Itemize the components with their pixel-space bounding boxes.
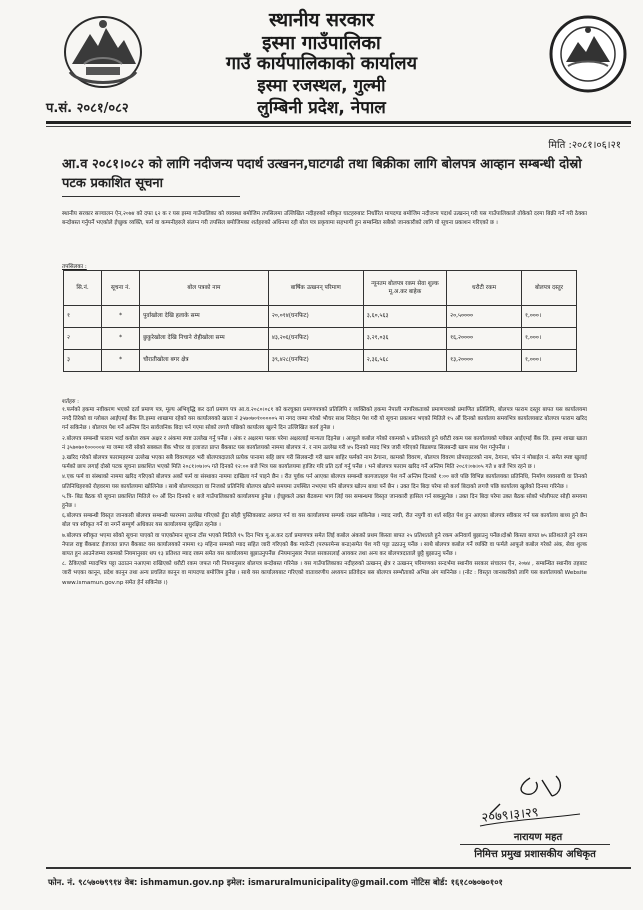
notice-title: आ.व २०८१।०८२ को लागि नदीजन्य पदार्थ उत्खनन,घाटगढी तथा बिक्रीका लागि बोलपत्र आव्हान सम्बन्धी दोस्रो पटक प्रकाशित सूचना (62, 157, 582, 191)
table-label: तपसिलका : (62, 264, 87, 270)
letterhead-line-2: इस्मा गाउँपालिका (262, 32, 381, 54)
cell-serial: १ (64, 306, 102, 328)
reference-number: प.सं. २०८१/०८२ (46, 101, 129, 116)
cell-serial: २ (64, 328, 102, 350)
svg-text:२०७९।३।२९: २०७९।३।२९ (480, 805, 540, 826)
letterhead-line-5: लुम्बिनी प्रदेश, नेपाल (257, 98, 386, 118)
footer-divider (46, 867, 631, 869)
term-item: २.बोलपत्र सम्बन्धी फाराम भर्दा कबोल रकम अक्षर र अंकमा स्पष्ट उल्लेख गर्नु पर्नेछ । अंक र अक्षरमा फरक परेमा अक्षरलाई मान्यता दिइनेछ । आफूले कबोल गरेको रकमको ५ प्रतिशतले हुने धरौटी रकम यस कार्यालयको ग्लोबल आईएमई बैंक लि. इस्मा शाखा खाता नं ३५७०७०१०००००४ मा जम्मा गरी सोको सक्कल बैंक भौचर वा इजाजत प्राप्त बैंकबाट यस कार्यालयको नाममा बोलपत्र नं. र नाम उल्लेख गरी ४५ दिनको म्याद भित्र जारी गरिएको बिडबण्ड सिलबन्दी खाम साथ पेश गर्नुपर्नेछ । (62, 435, 587, 451)
letterhead-line-1: स्थानीय सरकार (268, 9, 375, 31)
term-item: ७.बोलपत्र स्वीकृत भएमा सोको सूचना पाएको वा पाएकोमान सूचना टाँस भएको मितिले १५ दिन भित्र मू.अ.कर दर्ता प्रमाणपत्र समेत लिई कबोल अंकको प्रथम किस्ता बापत २५ प्रतिशतले हुने रकम अनिवार्य बुझाउनु पर्नेछ।दोश्रो किस्ता बापत ७५ प्रतिशतले हुने रकम नेपाल राष्ट्र बैंकबाट ईजाजत प्राप्त बैंकबाट यस कार्यालयको नाममा १३ महिना सम्मको म्याद सहित जारी गरिएको बैंक ग्यारेन्टी (परफरमेन्स बन्ड)समेत पेश गरी पट्टा उठाउनु पर्नेछ । साथै बोलपत्र कबोल गर्ने व्यक्ति वा फर्मले आफूले कबोल गरेको अंक, सेवा शुल्क बापत हुन आउनेजम्मा रकमको नियमानुसार थप १३ प्रतिशत म्याद रकम समेत यस कार्यालयमा बुझाउनुपर्नेछ ।नियमानुसार नेपाल सरकारलाई आयकर तथा अन्य कर बोलपत्रदाताले छुट्टै बुझाउनु पर्नेछ । (62, 532, 587, 558)
table-header-row (64, 271, 577, 306)
letterhead (0, 0, 643, 120)
header-fee: बोलपत्र दस्तुर (521, 271, 576, 306)
cell-fee: १,०००। (521, 328, 576, 350)
table-row (64, 350, 577, 372)
header-bid-name: बोल पत्रको नाम (140, 271, 269, 306)
terms-heading: शर्तहरु : (62, 399, 79, 405)
terms-list (62, 406, 587, 589)
cell-fee: १,०००। (521, 350, 576, 372)
header-notice-no: सूचना नं. (102, 271, 140, 306)
cell-bid-name: चौरातीखोला बगर क्षेत्र (140, 350, 269, 372)
header-quantity: बार्षिक उत्खनन् परिमाण (268, 271, 363, 306)
intro-paragraph: स्थानीय सरकार सञ्चालन ऐन,२०७४ को दफा ६२ क र यस इस्मा गाउँपालिका को व्यवस्था बमोजिम तपसिलमा उल्लिखित नदीहरुको स्वीकृत घाटहरुबाट निर्धारित मापदण्ड बमोजिम नदीजन्य पदार्थ उत्खनन् गरी यस गाउँपालिकाले तोकेको दरमा बिक्री गर्ने गरी ठेक्का बन्दोबस्त गर्नुपर्ने भएकोले ईच्छुक व्यक्ति, फर्म वा कम्पनीहरुले संलग्न गरी तपसिल बमोजिमका शर्तहरुको अधिनमा रही बोल पत्र प्रकृयामा सहभागी हुन सम्बन्धित सबैको जानकारीको लागि यो सूचना प्रकाशन गरिएको छ । (62, 211, 587, 227)
cell-deposit: २०,५०००० (447, 306, 522, 328)
cell-notice-no: * (102, 328, 140, 350)
cell-notice-no: * (102, 350, 140, 372)
cell-quantity: ४३,२०६(घनफिट) (268, 328, 363, 350)
cell-quantity: २०,०१४(घनफिट) (268, 306, 363, 328)
letterhead-line-4: इस्मा रजस्थल, गुल्मी (257, 76, 386, 96)
signatory-name: नारायण महत (513, 832, 563, 843)
term-item: ८. ठेकिएको म्यादभित्र पट्टा उठाउन नआएमा राखिएको धरौटी रकम जफत गरी नियमानुसार बोलपत्र बन्दोबस्त गरिनेछ । यस गाउँपालिकाका नदीहरुको उत्खनन् क्षेत्र र उत्खनन् परिमाणका सन्दर्भमा स्थानीय सरकार संचालन ऐन, २०७४ , सम्बन्धित स्थानीय तहबाट जारी भएका कानून, प्रदेश कानून तथा अन्य प्रचलित कानून वा मापदण्ड बमोजिम हुनेछ । साथै यस कार्यालयबाट गरिएको वातावरणीय अध्ययन प्रतिवेदन बस बोलपत्र सम्भौताको अभिन्न अंग मानिनेछ । (नोट : विस्तृत जानकारीको लागि यस कार्यालयको Website www.ismamun.gov.np समेत हेर्न सकिनेछ ।) (62, 561, 587, 586)
cell-serial: ३ (64, 350, 102, 372)
signature-block (460, 770, 610, 860)
handwritten-signature (460, 770, 610, 832)
term-item: ६.बोलपत्र सम्बन्धी विस्तृत जानकारी बोलपत्र सम्बन्धी फारममा उल्लेख गरिएको हुँदा सोही पुस्तिकाबाट अवगत गर्न वा यस कार्यालयमा सम्पर्क राख्न सकिनेछ । म्याद नाघी, रीत नपुगी वा शर्त सहित पेश हुन आएका बोलपत्र स्वीकार गर्न यस कार्यालय बाध्य हुने छैन बोल पत्र स्वीकृत गर्ने वा नगर्ने सम्पूर्ण अधिकार यस कार्यालयमा सुरक्षित रहनेछ । (62, 513, 587, 529)
term-item: ३.खरिद गरेको बोलपत्र फारामहरुमा उल्लेख भएका सबै विवरणहरु भरी बोलपत्रदाताले प्रत्येक पानामा सहि छाप गरी सिलबन्दी गरी खाम बाहिर फर्मको नाम ठेगाना, कामको विवरण, बोलपत्र विवरण प्रोपराइटरको नाम, ठेगाना, फोन नं मोबाईल नं. समेत स्पष्ट खुलाई फर्मको छाप लगाई दोस्रो पटक सूचना प्रकाशित भएको मिति २०८१।०७।०५ गते दिनको १२:०० बजे भित्र यस कार्यालयमा हाजिर गरि प्रति दर्ता गर्नु पर्नेछ । भने बोलपत्र फाराम खरिद गर्ने अन्तिम मिति २०८१।०७।०५ गते ४ बजे भित्र रहने छ । (62, 455, 587, 471)
header-divider (46, 121, 631, 124)
bid-table (63, 270, 577, 372)
cell-deposit: १६,२०००० (447, 328, 522, 350)
cell-min-amount: २,३६,५६८ (363, 350, 446, 372)
title-underline (62, 196, 240, 197)
notice-date: मिति :२०८१।०६।२१ (548, 140, 621, 151)
cell-fee: १,०००। (521, 306, 576, 328)
signatory-post: निमित्त प्रमुख प्रशासकीय अधिकृत (460, 844, 610, 860)
municipality-logo-icon (548, 14, 628, 94)
header-deposit: धरौटी रकम (447, 271, 522, 306)
table-row (64, 306, 577, 328)
term-item: ५.त्रि- बिड बैठक यो सूचना प्रकाशित मितिले १० औं दिन दिनको १ बजे गाउँपालिकाको कार्यालयमा हुनेछ । ईच्छुकले उक्त बैठकमा भाग लिई यस सम्बन्धमा विस्तृत जानकारी हासिल गर्न सक्नुहुनेछ । उक्त दिन बिदा परेमा उक्त बैठक सोको भोलीपल्ट सोही समयमा हुनेछ । (62, 493, 587, 510)
cell-quantity: ३९,४२८(घनफिट) (268, 350, 363, 372)
cell-min-amount: ३,२१,०३६ (363, 328, 446, 350)
header-min-amount: न्यूनतम बोलपत्र रकम सेवा शुल्क मू.अ.कर बाहेक (363, 271, 446, 306)
term-item: ४.एक फर्म वा संस्थाको नाममा खरिद गरिएको बोलपत्र अर्को फर्म वा संस्थाका नाममा दाखिला गर्न पाइने छैन । रीत पूर्वक पर्न आएका बोलपत्र सम्बन्धी कागजातहरु पेश गर्ने अन्तिम दिनको १:०० बजे पछि विभिन्न कार्यालयका प्रतिनिधि, निर्माण व्यवसायी वा तिनको प्रतिनिधिहरुको रोहवरमा यस कार्यालयमा खोलिनेछ । साथै बोलपत्रदाता वा निजको प्रतिनिधि बोलपत्र खोल्ने समयमा उपस्थित नभएमा पनि बोलपत्र खोल्न बाधा पर्ने छैन । उक्त दिन बिदा परेमा सो कार्य बिदाको लगत्तै पछि कार्यालय खुलेको दिनमा गरिनेछ । (62, 474, 587, 490)
cell-min-amount: ३,६०,५६३ (363, 306, 446, 328)
header-divider-thin (46, 126, 631, 127)
cell-deposit: १३,२०००० (447, 350, 522, 372)
letterhead-line-3: गाउँ कार्यपालिकाको कार्यालय (225, 53, 418, 74)
cell-notice-no: * (102, 306, 140, 328)
cell-bid-name: छुकुरेखोला देखि निचाने रोहीखोला सम्म (140, 328, 269, 350)
footer-contact: फोन. नं. ९८५७०७९९१४ वेब: ishmamun.gov.np इमेल: ismaruralmunicipality@gmail.com नोटिस बोर्ड: १६१८०७०७०१०१ (48, 877, 503, 887)
table-row (64, 328, 577, 350)
term-item: १.फर्मको हकमा नवीकरण भएको दर्ता प्रमाण पत्र, मूल्य अभिवृद्धि कर दर्ता प्रमाण पत्र आ.व.२०८०।०८१ को करचुक्ता प्रमाणपत्रको प्रतिलिपि र व्यक्तिको हकमा नेपाली नागरिकताको प्रमाणपत्रको प्रमाणित प्रतिलिपि, बोलपत्र फाराम दस्तुर बापत यस कार्यालयमा नगदै तिरेको वा ग्लोबल आईएमई बैंक लि.इस्मा शाखामा रहेको यस कार्यालयको खाता नं ३५७०७०१०००००५ मा नगद जम्मा गरेको भौचर साथ निवेदन पेश गरी यो सूचना प्रकाशन भएको मितिले १५ औं दिनको कार्यालय समयभित्र कार्यालयबाट बोलपत्र फाराम खरिद गर्न सकिनेछ । बोलपत्र पेश गर्ने अन्तिम दिन सार्वजनिक बिदा पर्न गएमा सोको लगत्तै पछिको कार्यालय खुल्ने दिन उल्लिखित कार्य हुनेछ । (62, 407, 587, 432)
cell-bid-name: पुर्वाखोला देखि हलाके सम्म (140, 306, 269, 328)
header-serial: सि.नं. (64, 271, 102, 306)
